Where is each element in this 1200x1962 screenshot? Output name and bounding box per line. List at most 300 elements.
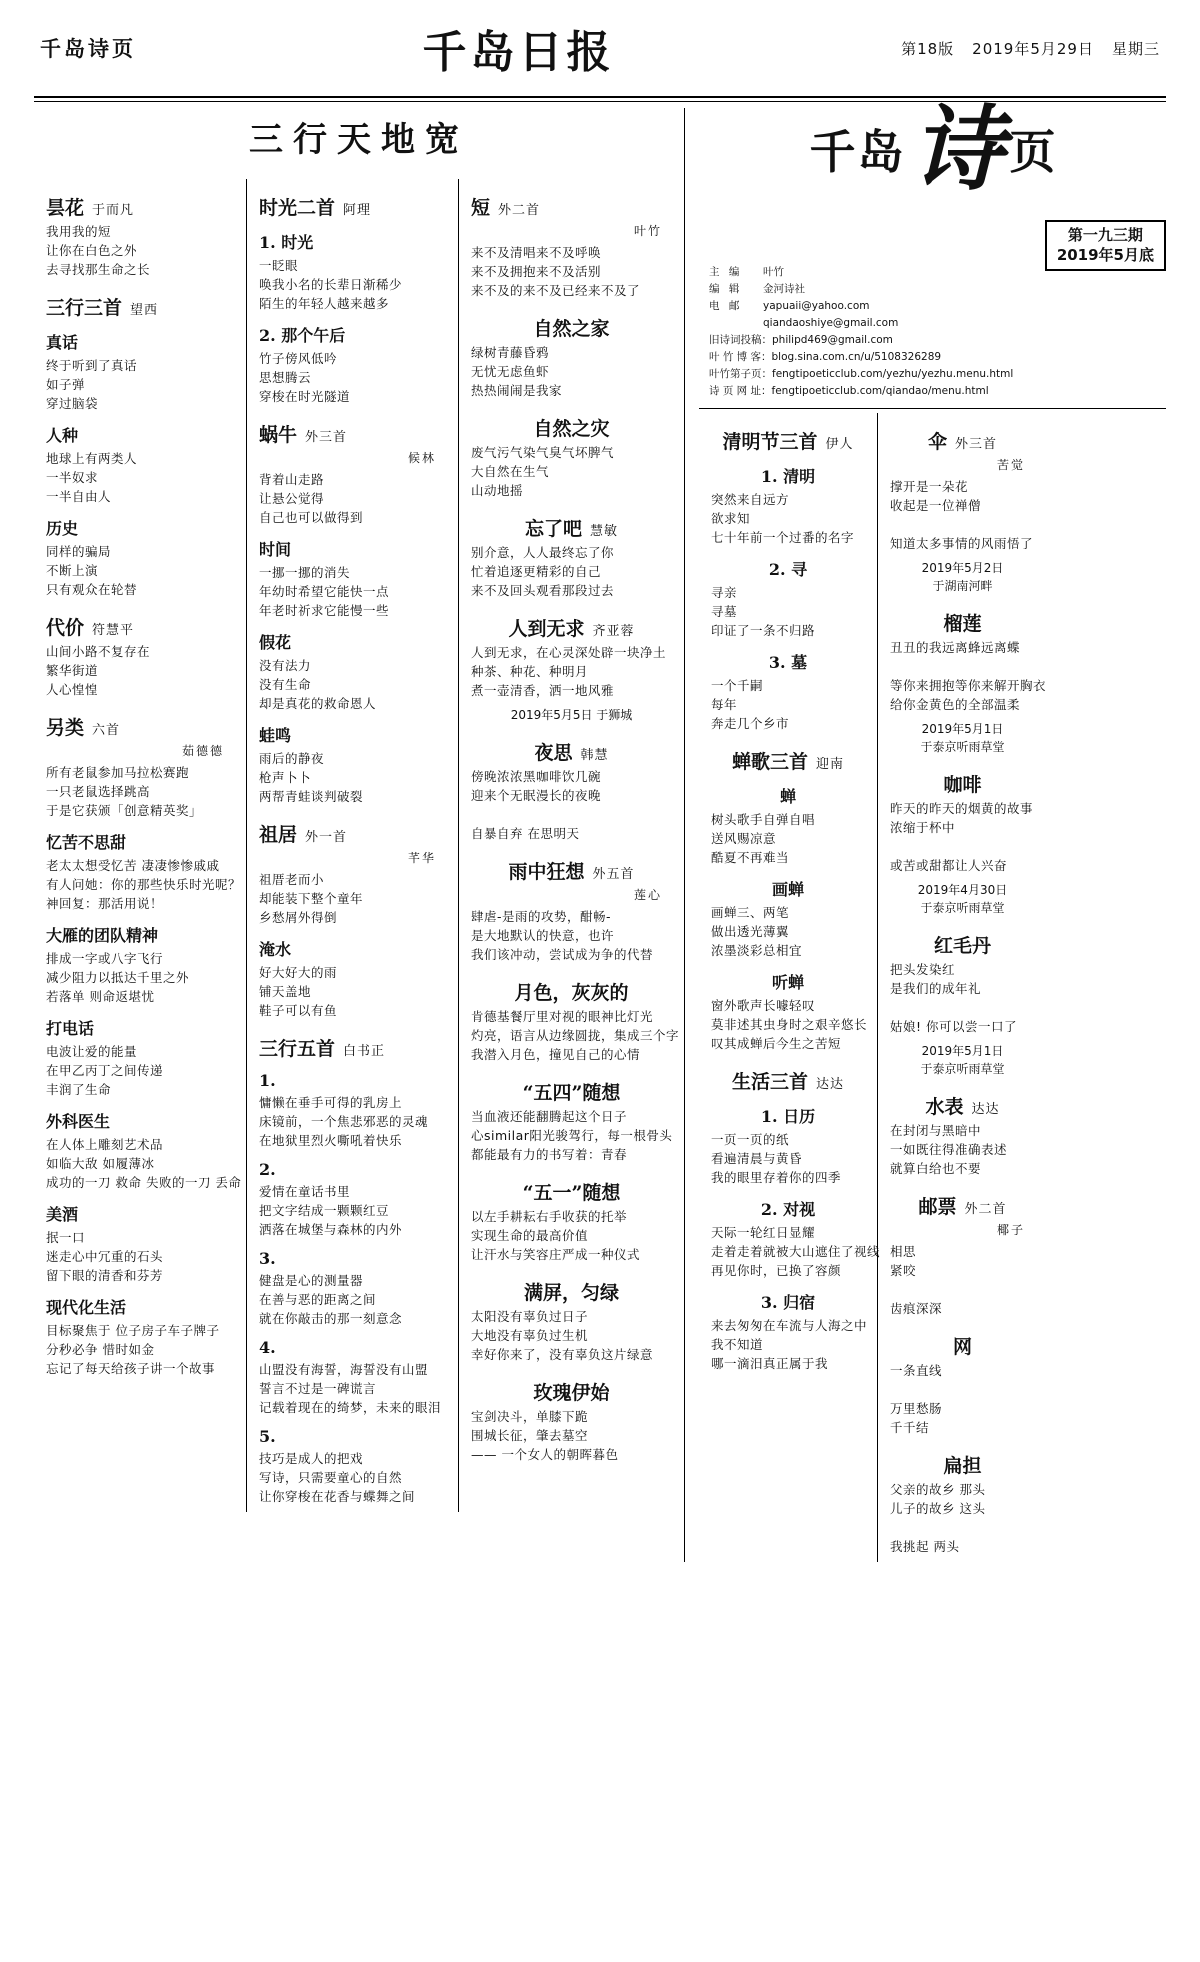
poem-title-text: 三行五首 — [259, 1038, 336, 1060]
poem-section-title: 假花 — [259, 633, 292, 652]
poem-body — [890, 1361, 1035, 1437]
poem-line: 都能最有力的书写着：青春 — [471, 1147, 628, 1162]
imprint-line: 诗 页 网 址：fengtipoeticclub.com/qiandao/menu.html — [709, 385, 989, 397]
poem-title — [471, 514, 672, 541]
poem-line: 浓墨淡彩总相宜 — [711, 943, 803, 958]
poem-body — [471, 1207, 672, 1264]
issue-badge — [1045, 220, 1166, 271]
poem-line: 成功的一刀 救命 失败的一刀 丢命 — [46, 1175, 242, 1190]
poem-line: 大地没有辜负过生机 — [471, 1328, 589, 1343]
poem-body — [259, 349, 446, 406]
poem-body — [890, 1121, 1035, 1178]
poem-line: 煮一壶清香，洒一地风雅 — [471, 683, 615, 698]
poem-title — [471, 738, 672, 765]
poem-line: 让汗水与笑容庄严成一种仪式 — [471, 1247, 641, 1262]
poem-title — [890, 427, 1035, 454]
right-block — [684, 95, 1166, 1562]
poem-title — [471, 614, 672, 641]
poem-line: 窗外歌声长噱轻叹 — [711, 998, 816, 1013]
poem-line: 一半自由人 — [46, 489, 112, 504]
poem-line: 在人体上雕刻艺术品 — [46, 1137, 164, 1152]
poem-section-title: 1. 日历 — [760, 1107, 816, 1126]
poem-section-title: 时间 — [259, 540, 292, 559]
poem-title-text: 昙花 — [46, 197, 85, 219]
poem-title — [471, 1278, 672, 1305]
poem-title — [711, 427, 865, 454]
poem-author: 苦觉 — [996, 458, 1025, 472]
poem-line: 看遍清晨与黄昏 — [711, 1151, 803, 1166]
poem-section-title: 3. — [259, 1249, 276, 1268]
poem-line: 却是真花的救命恩人 — [259, 696, 377, 711]
poem-date-line: 于泰京听雨草堂 — [920, 1062, 1005, 1076]
poem-line: 我的眼里存着你的四季 — [711, 1170, 842, 1185]
poem-line: 收起是一位禅僧 — [890, 498, 982, 513]
poem-line: 一挪一挪的消失 — [259, 565, 351, 580]
poem-line: 相思 — [890, 1244, 917, 1259]
poem-title — [46, 613, 234, 640]
poem-line — [471, 805, 672, 824]
poem-body — [259, 1360, 446, 1417]
poem-line: 肆虐-是雨的攻势，酣畅- — [471, 909, 612, 924]
poem-body — [471, 767, 672, 843]
poem-line: 繁华街道 — [46, 663, 99, 678]
poem-line: 奔走几个乡市 — [711, 716, 790, 731]
poem-line: 排成一字或八字飞行 — [46, 951, 164, 966]
poem-line: 天际一轮红日显耀 — [711, 1225, 816, 1240]
poem-date-line: 于湖南河畔 — [932, 579, 993, 593]
imprint-row — [709, 315, 1166, 332]
poem-line: 不断上演 — [46, 563, 99, 578]
publication-date: 2019年5月29日 — [972, 39, 1094, 58]
poem-line: 抿一口 — [46, 1230, 86, 1245]
poem-line: 来不及清唱来不及呼唤 — [471, 245, 602, 260]
poem-line: 只有观众在轮替 — [46, 582, 138, 597]
poem-body — [46, 1321, 234, 1378]
poem-section-title: 2. 对视 — [760, 1200, 816, 1219]
poem-author: 茹德德 — [181, 744, 224, 758]
poem-body — [471, 907, 672, 964]
poem-title-text: 自然之灾 — [533, 418, 610, 440]
poem-line: 慵懒在垂手可得的乳房上 — [259, 1095, 403, 1110]
poem-title-text: 自然之家 — [533, 318, 610, 340]
poem-body — [471, 543, 672, 600]
poem-line: 知道太多事情的风雨悟了 — [890, 536, 1034, 551]
poem-section-title: 画蝉 — [771, 880, 804, 899]
poem-line: 来不及拥抱来不及活别 — [471, 264, 602, 279]
poem-title-text: 扁担 — [943, 1455, 982, 1477]
poem-body — [46, 856, 242, 913]
poem-line: 我不知道 — [711, 1337, 764, 1352]
poem-line: 爱情在童话书里 — [259, 1184, 351, 1199]
poem-line: 在甲乙丙丁之间传递 — [46, 1063, 164, 1078]
poem-section-title: 美酒 — [46, 1205, 79, 1224]
poem-title-text: 雨中狂想 — [508, 861, 585, 883]
poem-title — [259, 420, 446, 447]
poem-subtitle: 六首 — [92, 723, 121, 738]
poem-line: 丑丑的我远离蜂远离蝶 — [890, 640, 1021, 655]
logo-part-2: 诗 — [911, 95, 1004, 203]
poem-body — [890, 1480, 1035, 1556]
poem-line: 父亲的故乡 那头 — [890, 1482, 986, 1497]
poem-title — [890, 1092, 1035, 1119]
poem-title — [471, 1078, 672, 1105]
poem-body — [890, 960, 1035, 1036]
poem-body — [890, 799, 1035, 875]
poem-line: 欲求知 — [711, 511, 751, 526]
poem-body — [259, 1449, 446, 1506]
imprint-divider — [699, 408, 1166, 409]
poem-title-text: 月色，灰灰的 — [514, 982, 629, 1004]
poem-section-title: 2. — [259, 1160, 276, 1179]
poem-line: 做出透光薄翼 — [711, 924, 790, 939]
poem-line: 热热闹闹是我家 — [471, 383, 563, 398]
poem-line: 去寻找那生命之长 — [46, 262, 151, 277]
imprint-value: qiandaoshiye@gmail.com — [763, 317, 899, 329]
poem-line: 一眨眼 — [259, 258, 299, 273]
poem-title-text: 榴莲 — [943, 613, 982, 635]
poem-subtitle: 外五首 — [592, 867, 635, 882]
poem-title-text: 祖居 — [259, 824, 298, 846]
poem-dateline — [890, 1042, 1035, 1078]
poem-title-text: 代价 — [46, 617, 85, 639]
poem-title-text: 时光二首 — [259, 197, 336, 219]
poem-line: 铺天盖地 — [259, 984, 312, 999]
poem-line: 在善与恶的距离之间 — [259, 1292, 377, 1307]
logo-block — [699, 95, 1166, 265]
imprint-value: 叶竹 — [763, 266, 784, 278]
poem-line: 以左手耕耘右手收获的托举 — [471, 1209, 628, 1224]
poem-line: 誓言不过是一碑谎言 — [259, 1381, 377, 1396]
imprint-row — [709, 281, 1166, 298]
poem-line: 肯德基餐厅里对视的眼神比灯光 — [471, 1009, 654, 1024]
poem-line: 迷走心中冗重的石头 — [46, 1249, 164, 1264]
poem-title-text: 蝉歌三首 — [731, 751, 808, 773]
poem-line: 丰润了生命 — [46, 1082, 112, 1097]
poem-section-title: 真话 — [46, 333, 79, 352]
poem-section-title: 2. 寻 — [768, 560, 808, 579]
poem-line: 是我们的成年礼 — [890, 981, 982, 996]
poem-line: 一页一页的纸 — [711, 1132, 790, 1147]
poem-title — [259, 193, 446, 220]
poem-line: 电波让爱的能量 — [46, 1044, 138, 1059]
poem-body — [46, 949, 234, 1006]
poem-line: 两帮青蛙谈判破裂 — [259, 789, 364, 804]
poem-title-text: 玫瑰伊始 — [533, 1382, 610, 1404]
poem-line: 寻墓 — [711, 604, 738, 619]
poem-line: 莫非述其虫身时之艰辛悠长 — [711, 1017, 868, 1032]
poem-line: 没有生命 — [259, 677, 312, 692]
poem-author: 莲心 — [633, 888, 662, 902]
poem-title-text: 红毛丹 — [933, 935, 991, 957]
poem-line: 浓缩于杯中 — [890, 820, 956, 835]
poem-line: 当血液还能翻腾起这个日子 — [471, 1109, 628, 1124]
poem-body — [711, 583, 865, 640]
poem-line: 我挑起 两头 — [890, 1539, 960, 1554]
poem-line: 年幼时希望它能快一点 — [259, 584, 390, 599]
poem-line: 寻亲 — [711, 585, 738, 600]
poem-line: 昨天的昨天的烟黄的故事 — [890, 801, 1034, 816]
imprint-key — [709, 315, 763, 332]
poem-line: 来不及的来不及已经来不及了 — [471, 283, 641, 298]
content-columns — [34, 95, 1166, 1562]
poem-line: 每年 — [711, 697, 738, 712]
issue-date: 2019年5月底 — [1056, 246, 1154, 265]
poem-line: 忙着追逐更精彩的自己 — [471, 564, 602, 579]
poem-body — [259, 470, 446, 527]
poem-body — [259, 256, 446, 313]
poem-body — [711, 676, 865, 733]
poem-date-line: 2019年5月5日 于狮城 — [510, 708, 633, 722]
poem-line: 祖厝老而小 — [259, 872, 325, 887]
poem-line: 床镜前，一个焦悲邪恶的灵魂 — [259, 1114, 429, 1129]
poem-title — [259, 820, 446, 847]
poem-body — [471, 1107, 672, 1164]
poem-line: 叹其成蝉后今生之苦短 — [711, 1036, 842, 1051]
poem-line: 太阳没有辜负过日子 — [471, 1309, 589, 1324]
poem-line: 雨后的静夜 — [259, 751, 325, 766]
poem-body — [46, 1042, 234, 1099]
poem-line: 在地狱里烈火嘶吼着快乐 — [259, 1133, 403, 1148]
poem-line: 就在你敲击的那一刻意念 — [259, 1311, 403, 1326]
poem-line: 自己也可以做得到 — [259, 510, 364, 525]
poem-dateline — [890, 720, 1035, 756]
poem-line: 人到无求，在心灵深处辟一块净土 — [471, 645, 667, 660]
poem-author: 椰子 — [996, 1223, 1025, 1237]
poem-body — [46, 449, 234, 506]
poem-body — [259, 1093, 446, 1150]
poem-author: 候林 — [407, 451, 436, 465]
poem-title — [259, 1034, 446, 1061]
poem-line — [890, 1280, 1035, 1299]
poem-section-title: 人种 — [46, 426, 79, 445]
poem-line — [890, 657, 1035, 676]
poem-line: 实现生命的最高价值 — [471, 1228, 589, 1243]
poem-section-title: 1. 清明 — [760, 467, 816, 486]
imprint-row — [709, 298, 1166, 315]
poem-title — [471, 193, 672, 220]
poem-body — [46, 542, 234, 599]
poem-body — [46, 356, 234, 413]
poem-line: 枪声卜卜 — [259, 770, 312, 785]
poem-title — [46, 713, 234, 740]
poem-line: 无忧无虑鱼虾 — [471, 364, 550, 379]
poem-line: 山盟没有海誓，海誓没有山盟 — [259, 1362, 429, 1377]
poem-line: 是大地默认的快意，也许 — [471, 928, 615, 943]
poem-dateline — [890, 881, 1035, 917]
poem-line: 齿痕深深 — [890, 1301, 943, 1316]
poem-subtitle: 慧敏 — [590, 524, 619, 539]
poem-date-line: 于泰京听雨草堂 — [920, 901, 1005, 915]
poem-line — [890, 837, 1035, 856]
poem-line: 围城长征，肇去墓空 — [471, 1428, 589, 1443]
poem-section-title: 蝉 — [779, 787, 796, 806]
poem-section-title: 听蝉 — [771, 973, 804, 992]
poem-title-text: 满屏，匀绿 — [523, 1282, 619, 1304]
poem-line: 分秒必争 惜时如金 — [46, 1342, 155, 1357]
poem-title — [711, 747, 865, 774]
poem-body — [471, 243, 672, 300]
poem-section-title: 3. 墓 — [768, 653, 808, 672]
poem-author: 叶竹 — [633, 224, 662, 238]
poem-subtitle: 阿理 — [343, 203, 372, 218]
poem-section-title: 2. 那个午后 — [259, 326, 346, 345]
poem-line: 健盘是心的测量器 — [259, 1273, 364, 1288]
poem-body — [259, 563, 446, 620]
poem-body — [471, 643, 672, 700]
poem-line: 我用我的短 — [46, 224, 112, 239]
poem-body — [890, 638, 1047, 714]
poem-line: 如子弹 — [46, 377, 86, 392]
issue-number: 第一九三期 — [1067, 226, 1143, 244]
poem-line: 大自然在生气 — [471, 464, 550, 479]
column-2 — [246, 179, 458, 1512]
poem-body — [471, 1407, 672, 1464]
poem-body — [471, 1307, 672, 1364]
poem-line: 就算白给也不要 — [890, 1161, 982, 1176]
poem-line: 废气污气染气臭气坏脾气 — [471, 445, 615, 460]
left-block — [34, 108, 684, 1562]
poem-subtitle: 白书正 — [343, 1044, 386, 1059]
poem-line: 同样的骗局 — [46, 544, 112, 559]
poem-body — [711, 1130, 865, 1187]
poem-line: 鞋子可以有鱼 — [259, 1003, 338, 1018]
poem-line: 来不及回头观看那段过去 — [471, 583, 615, 598]
poem-line: 酷夏不再难当 — [711, 850, 790, 865]
poem-line: 技巧是成人的把戏 — [259, 1451, 364, 1466]
poem-body — [471, 1007, 680, 1064]
section-label: 千岛诗页 — [40, 37, 136, 61]
poem-date-line: 2019年5月1日 — [921, 1044, 1004, 1058]
column-3 — [458, 179, 684, 1512]
poem-line: 留下眼的清香和芬芳 — [46, 1268, 164, 1283]
poem-line: 让你穿梭在花香与蝶舞之间 — [259, 1489, 416, 1504]
poem-line: 姑娘! 你可以尝一口了 — [890, 1019, 1017, 1034]
poem-line: 神回复：那活用说！ — [46, 896, 164, 911]
poem-subtitle: 外三首 — [305, 430, 348, 445]
poem-line: 没有法力 — [259, 658, 312, 673]
edition-number: 第18版 — [901, 39, 955, 58]
poem-body — [259, 749, 446, 806]
poem-subtitle: 符慧平 — [92, 623, 135, 638]
poem-line: 树头歌手自弹自唱 — [711, 812, 816, 827]
poem-title — [471, 857, 672, 884]
poem-line: 一个千嗣 — [711, 678, 764, 693]
poem-title — [890, 609, 1035, 636]
poem-date-line: 2019年5月2日 — [921, 561, 1004, 575]
poem-section-title: 5. — [259, 1427, 276, 1446]
column-1 — [34, 179, 246, 1512]
poem-title-text: 短 — [471, 197, 491, 219]
poem-title — [890, 1451, 1035, 1478]
poem-line: 有人问她：你的那些快乐时光呢？ — [46, 877, 242, 892]
poem-title-text: 人到无求 — [508, 618, 585, 640]
poem-line: —— 一个女人的朝晖暮色 — [471, 1447, 619, 1462]
poem-line: 年老时祈求它能慢一些 — [259, 603, 390, 618]
poem-body — [711, 810, 865, 867]
poem-line: 竹子傍风低吟 — [259, 351, 338, 366]
poem-title-text: 邮票 — [918, 1196, 957, 1218]
imprint-block — [709, 264, 1166, 400]
poem-title — [890, 931, 1035, 958]
poem-line: 一只老鼠选择跳高 — [46, 784, 151, 799]
poem-title-text: 网 — [952, 1336, 972, 1358]
poem-title-text: 生活三首 — [731, 1071, 808, 1093]
poem-line: 如临大敌 如履薄冰 — [46, 1156, 155, 1171]
imprint-value: 金河诗社 — [763, 283, 805, 295]
poem-line: 穿过脑袋 — [46, 396, 99, 411]
poem-line: 洒落在城堡与森林的内外 — [259, 1222, 403, 1237]
poem-body — [890, 477, 1035, 553]
poem-title-text: 蜗牛 — [259, 424, 298, 446]
poem-body — [46, 642, 234, 699]
imprint-key: 主 编 — [709, 266, 743, 278]
poem-title-text: 咖啡 — [943, 774, 982, 796]
poem-body — [259, 656, 446, 713]
poem-subtitle: 外二首 — [498, 203, 541, 218]
poem-body — [259, 1182, 446, 1239]
poem-line: 来去匆匆在车流与人海之中 — [711, 1318, 868, 1333]
poem-line: 唤我小名的长辈日渐稀少 — [259, 277, 403, 292]
poem-date-line: 2019年5月1日 — [921, 722, 1004, 736]
poem-title-text: 三行三首 — [46, 297, 123, 319]
poem-body — [890, 1242, 1035, 1318]
paper-name: 千岛日报 — [422, 27, 615, 78]
masthead — [34, 0, 1166, 96]
poem-line: 地球上有两类人 — [46, 451, 138, 466]
poem-line: 记载着现在的绮梦，未来的眼泪 — [259, 1400, 442, 1415]
poem-line: 目标聚焦于 位子房子车子牌子 — [46, 1323, 220, 1338]
poem-line: 一半奴求 — [46, 470, 99, 485]
poem-line — [890, 1380, 1035, 1399]
poem-line: 儿子的故乡 这头 — [890, 1501, 986, 1516]
column-5 — [877, 413, 1047, 1562]
imprint-value: yapuaii@yahoo.com — [763, 300, 870, 312]
weekday: 星期三 — [1111, 39, 1160, 58]
poem-section-title: 蛙鸣 — [259, 726, 292, 745]
poem-line: 好大好大的雨 — [259, 965, 338, 980]
poem-date-line: 2019年4月30日 — [917, 883, 1008, 897]
logo-part-1: 千岛 — [809, 125, 906, 180]
poem-section-title: 3. 归宿 — [760, 1293, 816, 1312]
poem-title — [471, 978, 672, 1005]
poem-line: 山间小路不复存在 — [46, 644, 151, 659]
poem-line: 万里愁肠 — [890, 1401, 943, 1416]
poem-line: 给你金黄色的全部温柔 — [890, 697, 1021, 712]
poem-line: 于是它获颁「创意精英奖」 — [46, 803, 203, 818]
poem-line: 所有老鼠参加马拉松赛跑 — [46, 765, 190, 780]
poem-line: 让你在白色之外 — [46, 243, 138, 258]
poem-line: 一条直线 — [890, 1363, 943, 1378]
poem-title-text: 另类 — [46, 717, 85, 739]
poem-line: 忘记了每天给孩子讲一个故事 — [46, 1361, 216, 1376]
poem-title-text: 清明节三首 — [722, 431, 818, 453]
poem-line: 减少阻力以抵达千里之外 — [46, 970, 190, 985]
poem-line: 画蝉三、两笔 — [711, 905, 790, 920]
poem-line: 紧咬 — [890, 1263, 917, 1278]
imprint-line: 旧诗词投稿：philipd469@gmail.com — [709, 334, 893, 346]
poem-body — [259, 1271, 446, 1328]
imprint-key: 电 邮 — [709, 300, 743, 312]
poem-date-line: 于泰京听雨草堂 — [920, 740, 1005, 754]
poem-line: 幸好你来了，没有辜负这片绿意 — [471, 1347, 654, 1362]
poem-line: 撑开是一朵花 — [890, 479, 969, 494]
poem-line: 绿树青藤昏鸦 — [471, 345, 550, 360]
poem-subtitle: 齐亚蓉 — [592, 624, 635, 639]
masthead-meta — [901, 38, 1160, 59]
imprint-line: 叶 竹 博 客：blog.sina.com.cn/u/5108326289 — [709, 351, 942, 363]
poem-title-text: “五一”随想 — [522, 1182, 621, 1204]
poem-body — [46, 1228, 234, 1285]
